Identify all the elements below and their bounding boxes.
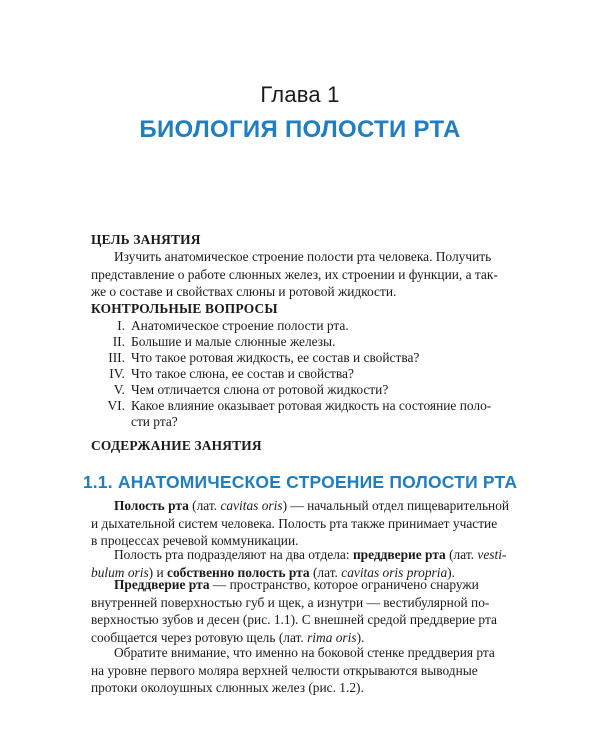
latin-term: vesti- xyxy=(477,547,507,562)
question-number: I. xyxy=(117,318,125,333)
goal-line: представление о работе слюнных желез, их строении и функции, а так- xyxy=(91,266,498,282)
question-number: VI. xyxy=(107,398,125,413)
term: Преддверие рта xyxy=(114,577,210,592)
paragraph-line: внутренней поверхностью губ и щек, а изнутри — вестибулярной по- xyxy=(91,594,490,610)
latin-term: bulum oris xyxy=(91,564,149,580)
section-title: 1.1. АНАТОМИЧЕСКОЕ СТРОЕНИЕ ПОЛОСТИ РТА xyxy=(82,472,518,492)
text: (лат. xyxy=(188,498,221,513)
content-heading: СОДЕРЖАНИЕ ЗАНЯТИЯ xyxy=(91,438,262,453)
question-text: Анатомическое строение полости рта. xyxy=(131,318,349,333)
text: ) и xyxy=(148,564,167,580)
paragraph-line: верхностью зубов и десен (рис. 1.1). С внешней средой преддверие рта xyxy=(91,612,497,627)
question-item xyxy=(91,382,521,398)
text: ). xyxy=(447,564,455,580)
chapter-title: БИОЛОГИЯ ПОЛОСТИ РТА xyxy=(139,116,461,143)
question-text: сти рта? xyxy=(131,414,178,429)
paragraph-line xyxy=(91,497,513,515)
goal-paragraph xyxy=(91,248,513,301)
question-item xyxy=(91,334,521,350)
question-number: IV. xyxy=(109,366,125,381)
text: сообщается через ротовую щель (лат. xyxy=(91,629,308,645)
question-text: Чем отличается слюна от ротовой жидкости? xyxy=(131,382,389,397)
text: — пространство, которое ограничено снаружи xyxy=(209,577,479,592)
question-item xyxy=(91,366,521,382)
text: (лат. xyxy=(445,547,478,562)
latin-term: cavitas oris xyxy=(220,498,283,513)
latin-term: cavitas oris propria xyxy=(341,564,448,580)
question-text: Что такое слюна, ее состав и свойства? xyxy=(131,366,354,381)
questions-heading: КОНТРОЛЬНЫЕ ВОПРОСЫ xyxy=(91,301,278,316)
questions-list xyxy=(91,318,521,430)
paragraph-line: Обратите внимание, что именно на боковой стенке преддверия рта xyxy=(114,645,495,660)
paragraph-3 xyxy=(91,576,513,646)
text: Полость рта подразделяют на два отдела: xyxy=(114,547,353,562)
question-number: V. xyxy=(113,382,125,397)
term: собственно полость рта xyxy=(167,564,310,580)
paragraph-1 xyxy=(91,497,513,550)
paragraph-4 xyxy=(91,644,513,697)
text: (лат. xyxy=(309,564,342,580)
paragraph-line: протоки околоушных слюнных желез (рис. 1.2). xyxy=(91,680,364,695)
question-item xyxy=(91,318,521,334)
question-item xyxy=(91,350,521,366)
question-text: Какое влияние оказывает ротовая жидкость на состояние поло- xyxy=(131,398,492,413)
paragraph-line: в процессах речевой коммуникации. xyxy=(91,533,299,548)
term: Полость рта xyxy=(114,498,189,513)
text: ). xyxy=(356,629,365,645)
paragraph-line: и дыхательной систем человека. Полость рта также принимает участие xyxy=(91,515,498,531)
question-number: II. xyxy=(112,334,125,349)
question-text: Большие и малые слюнные железы. xyxy=(131,334,336,349)
goal-heading: ЦЕЛЬ ЗАНЯТИЯ xyxy=(91,232,201,247)
goal-line: Изучить анатомическое строение полости рта человека. Получить xyxy=(114,249,492,264)
paragraph-line xyxy=(91,546,513,564)
term: преддверие рта xyxy=(352,547,446,562)
chapter-number: Глава 1 xyxy=(260,82,340,107)
goal-line: же о составе и свойствах слюны и ротовой жидкости. xyxy=(91,284,397,299)
paragraph-line xyxy=(91,576,513,594)
question-number: III. xyxy=(108,350,125,365)
latin-term: rima oris xyxy=(307,629,357,645)
text: ) — начальный отдел пищеварительной xyxy=(282,498,510,513)
question-item xyxy=(91,398,521,430)
paragraph-line: на уровне первого моляра верхней челюсти открываются выводные xyxy=(91,662,478,678)
question-text: Что такое ротовая жидкость, ее состав и свойства? xyxy=(131,350,420,365)
